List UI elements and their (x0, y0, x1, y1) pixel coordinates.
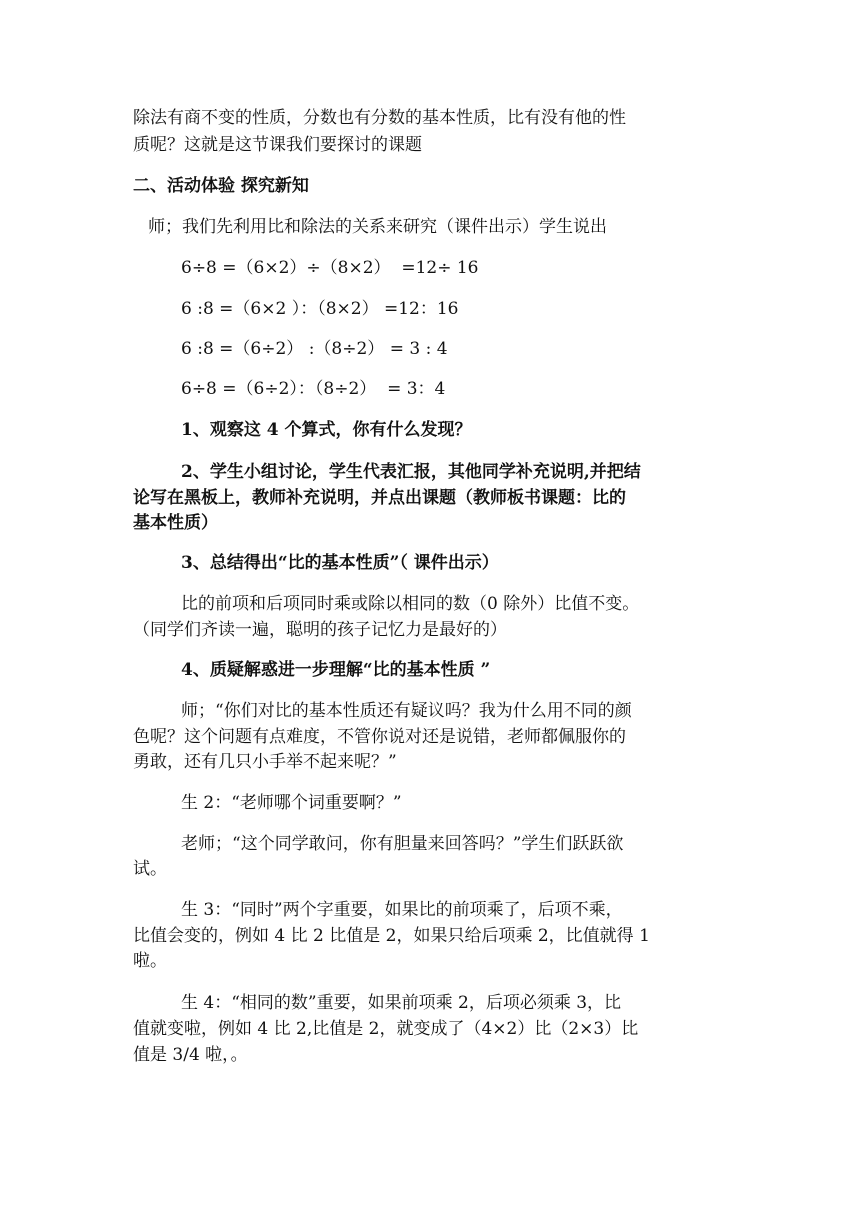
equation-2: 6 :8 =（6×2 ）：（8×2） =12：16 (181, 299, 459, 319)
student-4-line-3: 值是 3/4 啦，。 (133, 1045, 248, 1065)
step-2-line-3: 基本性质） (133, 513, 218, 533)
student-4-line-2: 值就变啦，例如 4 比 2,比值是 2，就变成了（4×2）比（2×3）比 (133, 1019, 639, 1039)
teacher-question-line-2: 色呢？这个问题有点难度，不管你说对还是说错，老师都佩服你的 (133, 727, 626, 747)
section-heading: 二、活动体验 探究新知 (133, 176, 309, 196)
student-3-line-2: 比值会变的，例如 4 比 2 比值是 2，如果只给后项乘 2，比值就得 1 (133, 926, 650, 946)
student-2-line: 生 2：“老师哪个词重要啊？” (181, 793, 402, 813)
intro-line-1: 除法有商不变的性质，分数也有分数的基本性质，比有没有他的性 (133, 108, 626, 128)
step-3: 3、总结得出“比的基本性质”（ 课件出示） (181, 553, 499, 573)
teacher-question-line-1: 师；“你们对比的基本性质还有疑议吗？我为什么用不同的颜 (181, 701, 632, 721)
student-3-line-3: 啦。 (133, 951, 167, 971)
property-line-1: 比的前项和后项同时乘或除以相同的数（0 除外）比值不变。 (181, 594, 640, 614)
teacher-reply-line-2: 试。 (133, 859, 167, 879)
equation-4: 6÷8 =（6÷2）：（8÷2） = 3：4 (181, 379, 446, 399)
teacher-intro: 师；我们先利用比和除法的关系来研究（课件出示）学生说出 (148, 217, 607, 237)
step-1: 1、观察这 4 个算式，你有什么发现？ (181, 420, 472, 440)
equation-3: 6 :8 =（6÷2） :（8÷2） = 3 : 4 (181, 339, 448, 359)
teacher-question-line-3: 勇敢，还有几只小手举不起来呢？” (133, 752, 397, 772)
student-3-line-1: 生 3：“同时”两个字重要，如果比的前项乘了，后项不乘， (181, 900, 623, 920)
step-2-line-1: 2、学生小组讨论，学生代表汇报，其他同学补充说明,并把结 (181, 462, 641, 482)
step-4: 4、质疑解惑进一步理解“比的基本性质 ” (181, 660, 491, 680)
student-4-line-1: 生 4：“相同的数”重要，如果前项乘 2，后项必须乘 3，比 (181, 993, 622, 1013)
teacher-reply-line-1: 老师；“这个同学敢问，你有胆量来回答吗？”学生们跃跃欲 (181, 834, 624, 854)
property-line-2: （同学们齐读一遍，聪明的孩子记忆力是最好的） (133, 620, 507, 640)
equation-1: 6÷8 =（6×2）÷（8×2） =12÷ 16 (181, 258, 479, 278)
step-2-line-2: 论写在黑板上，教师补充说明，并点出课题（教师板书课题：比的 (133, 488, 626, 508)
intro-line-2: 质呢？这就是这节课我们要探讨的课题 (133, 135, 422, 155)
